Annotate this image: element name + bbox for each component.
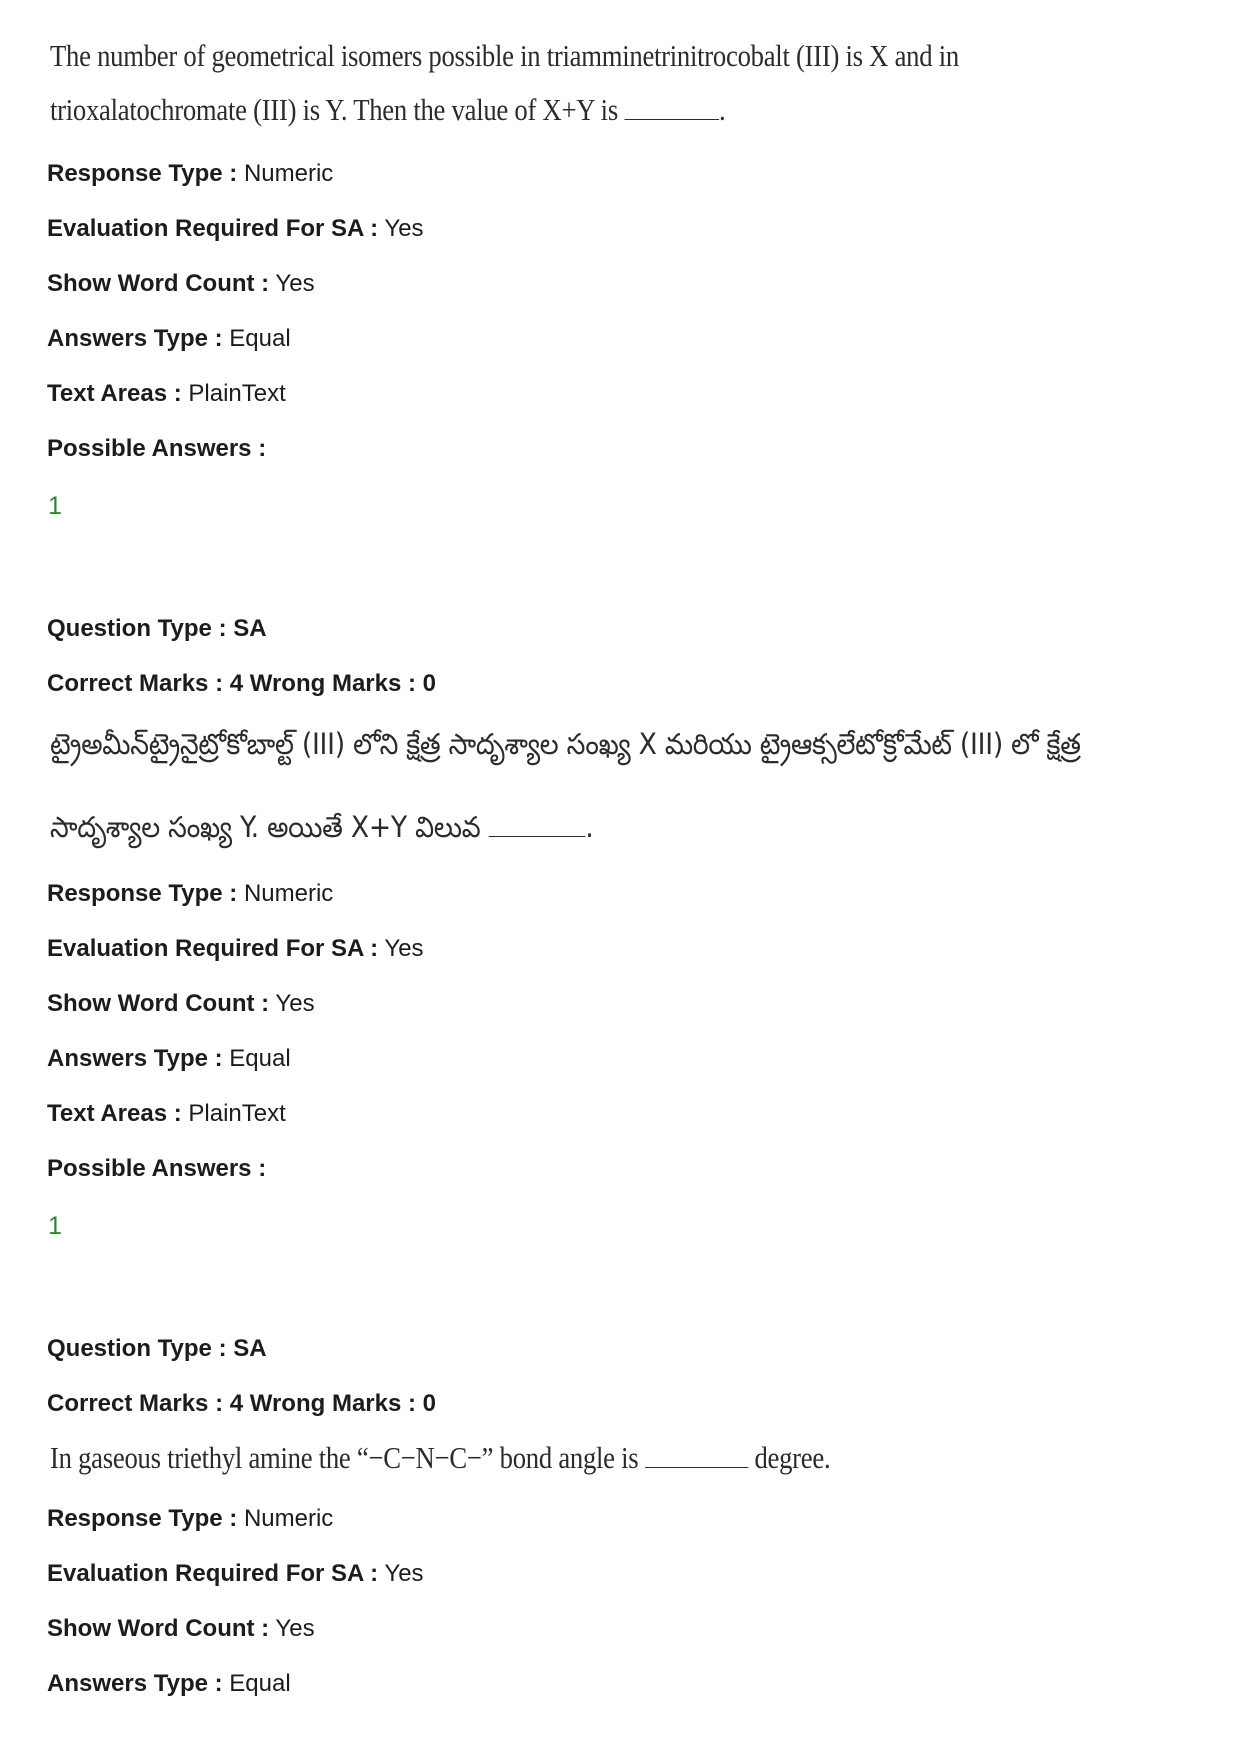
marks-row xyxy=(47,670,436,698)
question-type-row xyxy=(47,1335,267,1363)
possible-answers-row xyxy=(47,1155,266,1183)
response-type-row xyxy=(47,1505,333,1533)
field-value: Equal xyxy=(229,1670,291,1697)
field-label: Possible Answers : xyxy=(47,435,267,462)
field-label: Evaluation Required For SA : xyxy=(47,935,379,962)
evaluation-required-row xyxy=(47,1560,424,1588)
response-type-row xyxy=(47,880,333,908)
field-label: Show Word Count : xyxy=(47,1615,270,1642)
question-1-text-line-2: trioxalatochromate (III) is Y. Then the value of X+Y is . xyxy=(50,92,726,127)
field-label: Text Areas : xyxy=(47,1100,182,1127)
field-label: Response Type : xyxy=(47,160,238,187)
show-word-count-row xyxy=(47,1615,315,1643)
field-value: Yes xyxy=(384,935,424,962)
question-2-text-line-2: సాదృశ్యాల సంఖ్య Y. అయితే X+Y విలువ . xyxy=(50,810,594,844)
question-type-value: SA xyxy=(233,1335,267,1362)
field-value: Yes xyxy=(384,215,424,242)
answers-type-row xyxy=(47,1670,291,1698)
show-word-count-row xyxy=(47,990,315,1018)
field-label: Answers Type : xyxy=(47,325,223,352)
field-value: Yes xyxy=(275,1615,315,1642)
show-word-count-row xyxy=(47,270,315,298)
question-1-text-line-1: The number of geometrical isomers possible in triamminetrinitrocobalt (III) is X and in xyxy=(50,38,959,73)
field-label: Evaluation Required For SA : xyxy=(47,215,379,242)
field-label: Evaluation Required For SA : xyxy=(47,1560,379,1587)
evaluation-required-row xyxy=(47,935,424,963)
field-label: Text Areas : xyxy=(47,380,182,407)
field-value: Yes xyxy=(275,270,315,297)
answers-type-row xyxy=(47,1045,291,1073)
field-value: Equal xyxy=(229,1045,291,1072)
response-type-row xyxy=(47,160,333,188)
marks-row xyxy=(47,1390,436,1418)
field-value: Numeric xyxy=(243,1505,334,1532)
possible-answer-value: 1 xyxy=(48,1212,62,1240)
question-type-value: SA xyxy=(233,615,267,642)
field-value: Numeric xyxy=(243,880,334,907)
answer-blank xyxy=(489,814,586,837)
marks-text: Correct Marks : 4 Wrong Marks : 0 xyxy=(47,1390,437,1417)
evaluation-required-row xyxy=(47,215,424,243)
question-2-text-line-1: ట్రైఅమీన్‌ట్రైనైట్రోకోబాల్ట్ (III) లోని క్షేత్ర సాదృశ్యాల సంఖ్య X మరియు ట్రైఆక్సలేటోక్రోమేట్ (III) లో క్షేత్ర xyxy=(50,727,1081,761)
field-label: Response Type : xyxy=(47,1505,238,1532)
field-label: Question Type : xyxy=(47,1335,227,1362)
marks-text: Correct Marks : 4 Wrong Marks : 0 xyxy=(47,670,437,697)
field-label: Show Word Count : xyxy=(47,990,270,1017)
field-label: Show Word Count : xyxy=(47,270,270,297)
field-value: Yes xyxy=(275,990,315,1017)
field-label: Question Type : xyxy=(47,615,227,642)
field-label: Answers Type : xyxy=(47,1670,223,1697)
field-label: Answers Type : xyxy=(47,1045,223,1072)
possible-answer-value: 1 xyxy=(48,492,62,520)
field-value: Yes xyxy=(384,1560,424,1587)
field-value: PlainText xyxy=(188,380,286,407)
field-value: PlainText xyxy=(188,1100,286,1127)
answer-blank xyxy=(645,1445,748,1468)
text-areas-row xyxy=(47,1100,286,1128)
text-areas-row xyxy=(47,380,286,408)
possible-answers-row xyxy=(47,435,266,463)
question-type-row xyxy=(47,615,267,643)
field-value: Numeric xyxy=(243,160,334,187)
field-value: Equal xyxy=(229,325,291,352)
field-label: Response Type : xyxy=(47,880,238,907)
question-3-text-line-1: In gaseous triethyl amine the “−C−N−C−” bond angle is degree. xyxy=(50,1440,831,1475)
answers-type-row xyxy=(47,325,291,353)
answer-blank xyxy=(624,97,719,120)
field-label: Possible Answers : xyxy=(47,1155,267,1182)
